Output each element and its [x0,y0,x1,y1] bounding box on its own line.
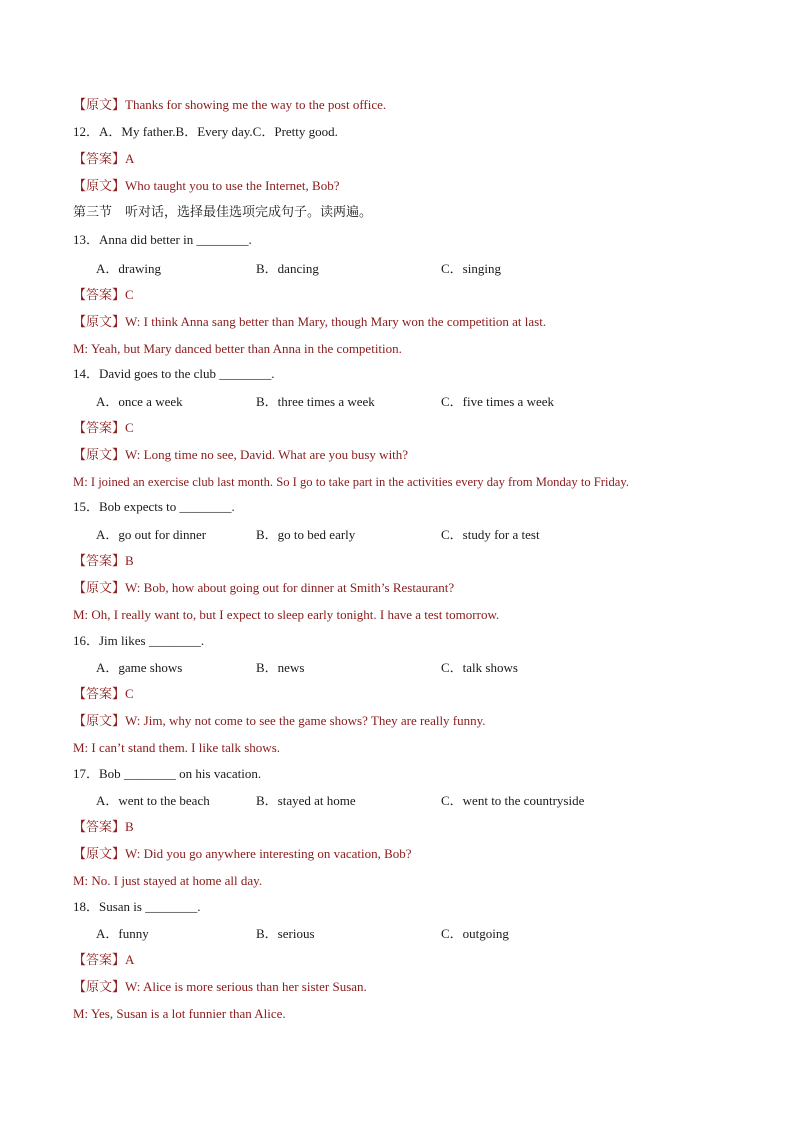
answer-value: B [125,819,134,834]
answer-tag: 【答案】 [73,288,126,303]
option-b: B．dancing [256,261,319,276]
transcript-line [73,712,486,731]
option-c: C．singing [441,261,501,276]
transcript-text: W: I think Anna sang better than Mary, though Mary won the competition at last. [125,314,547,329]
option-a: A．funny [96,926,149,941]
answer-tag: 【答案】 [73,554,126,569]
transcript-tag: 【原文】 [73,980,126,995]
transcript-text: W: Bob, how about going out for dinner at Smith’s Restaurant? [125,580,455,595]
answer-value: C [125,287,134,302]
transcript-text: W: Long time no see, David. What are you busy with? [125,447,409,462]
answer-line [73,951,134,970]
answer-tag: 【答案】 [73,421,126,436]
transcript-followup: M: I can’t stand them. I like talk shows. [73,740,281,755]
transcript-tag: 【原文】 [73,581,126,596]
transcript-followup: M: Yeah, but Mary danced better than Anna in the competition. [73,341,402,356]
transcript-followup: M: No. I just stayed at home all day. [73,873,263,888]
transcript-followup: M: Yes, Susan is a lot funnier than Alice. [73,1006,286,1021]
answer-tag: 【答案】 [73,820,126,835]
answer-line [73,552,134,571]
option-c: C．outgoing [441,926,509,941]
transcript-tag: 【原文】 [73,98,126,113]
answer-line [73,419,134,438]
question-stem: 13．Anna did better in ________. [73,232,252,247]
answer-tag: 【答案】 [73,953,126,968]
transcript-line [73,579,454,598]
option-c: C．five times a week [441,394,554,409]
transcript-text: W: Did you go anywhere interesting on vacation, Bob? [125,846,412,861]
answer-tag: 【答案】 [73,687,126,702]
transcript-line [73,313,546,332]
question-stem: 17．Bob ________ on his vacation. [73,766,262,781]
option-c: C．went to the countryside [441,793,585,808]
answer-value: C [125,686,134,701]
option-b: B．go to bed early [256,527,356,542]
transcript-followup: M: I joined an exercise club last month. So I go to take part in the activities every day from Monday to Friday. [73,475,629,489]
transcript-line [73,845,412,864]
option-a: A．game shows [96,660,183,675]
option-b: B．serious [256,926,315,941]
question-stem: 14．David goes to the club ________. [73,366,275,381]
option-a: A．go out for dinner [96,527,207,542]
question-stem: 16．Jim likes ________. [73,633,205,648]
question-stem: 15．Bob expects to ________. [73,499,235,514]
transcript-line [73,177,339,196]
option-c: C．study for a test [441,527,540,542]
option-b: B．three times a week [256,394,375,409]
transcript-line [73,96,386,115]
transcript-text: Who taught you to use the Internet, Bob? [125,178,340,193]
answer-line [73,818,134,837]
section-heading: 第三节 听对话，选择最佳选项完成句子。读两遍。 [73,205,373,220]
transcript-text: Thanks for showing me the way to the post office. [125,97,387,112]
answer-value: B [125,553,134,568]
option-a: A．once a week [96,394,183,409]
question-stem: 18．Susan is ________. [73,899,201,914]
question-12: 12．A．My father.B．Every day.C．Pretty good. [73,124,338,139]
transcript-line [73,446,408,465]
answer-value: C [125,420,134,435]
transcript-followup: M: Oh, I really want to, but I expect to sleep early tonight. I have a test tomorrow. [73,607,500,622]
transcript-tag: 【原文】 [73,315,126,330]
answer-value: A [125,151,135,166]
option-a: A．went to the beach [96,793,210,808]
transcript-tag: 【原文】 [73,714,126,729]
option-a: A．drawing [96,261,161,276]
answer-line [73,685,134,704]
answer-value: A [125,952,135,967]
transcript-tag: 【原文】 [73,448,126,463]
transcript-tag: 【原文】 [73,179,126,194]
answer-line [73,150,134,169]
transcript-text: W: Alice is more serious than her sister Susan. [125,979,367,994]
option-b: B．stayed at home [256,793,356,808]
transcript-tag: 【原文】 [73,847,126,862]
answer-tag: 【答案】 [73,152,126,167]
option-c: C．talk shows [441,660,518,675]
answer-line [73,286,134,305]
transcript-text: W: Jim, why not come to see the game shows? They are really funny. [125,713,486,728]
transcript-line [73,978,367,997]
option-b: B．news [256,660,305,675]
